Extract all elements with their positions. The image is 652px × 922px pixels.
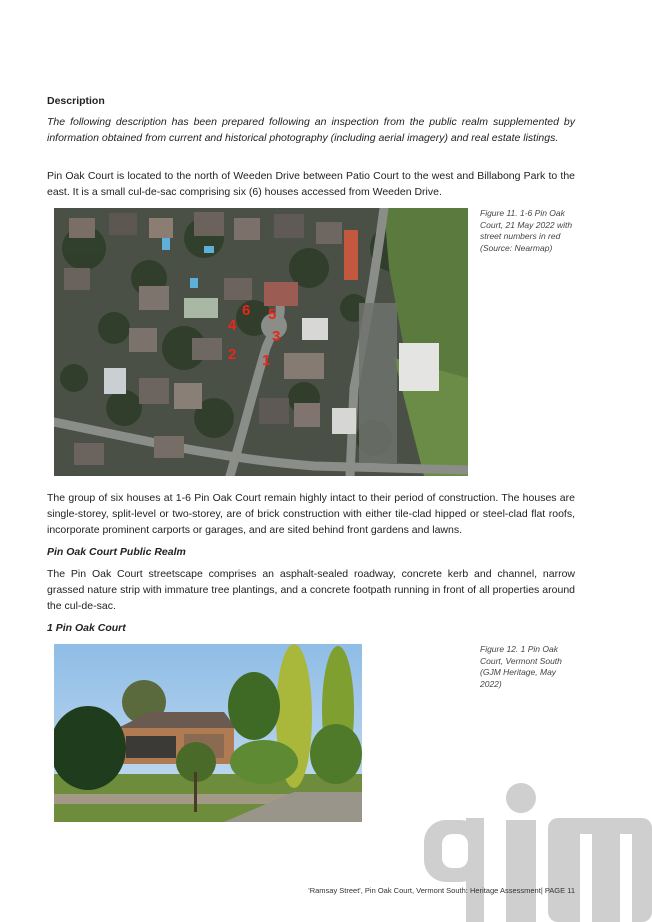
house-photo-image (54, 644, 362, 822)
street-number-4: 4 (228, 317, 237, 334)
aerial-map-image (54, 208, 468, 476)
street-number-1: 1 (262, 352, 271, 369)
figure-12-caption: Figure 12. 1 Pin Oak Court, Vermont South (GJM Heritage, May 2022) (480, 644, 562, 689)
street-number-6: 6 (242, 302, 251, 319)
description-heading: Description (47, 95, 105, 107)
figure-11-caption: Figure 11. 1-6 Pin Oak Court, 21 May 2022 with street numbers in red (Source: Nearmap) (480, 208, 573, 253)
street-number-3: 3 (272, 328, 281, 345)
public-realm-paragraph: The Pin Oak Court streetscape comprises an asphalt-sealed roadway, concrete kerb and channel, narrow grassed nature strip with immature tree plantings, and a concrete footpath running in front of all properties around the cul-de-sac. (47, 568, 575, 612)
gjm-logo-watermark (420, 770, 652, 922)
intro-paragraph: The following description has been prepared following an inspection from the public realm supplemented by information obtained from current and historical photography (including aerial imagery) and real estate listings. (47, 116, 575, 144)
page-footer: 'Ramsay Street', Pin Oak Court, Vermont South: Heritage Assessment| PAGE 11 (308, 886, 575, 895)
street-number-5: 5 (268, 306, 277, 323)
street-number-2: 2 (228, 346, 237, 363)
house-1-heading: 1 Pin Oak Court (47, 622, 126, 634)
public-realm-heading: Pin Oak Court Public Realm (47, 546, 186, 558)
location-paragraph: Pin Oak Court is located to the north of Weeden Drive between Patio Court to the west and Billabong Park to the east. It is a small cul-de-sac comprising six (6) houses accessed from Weeden Drive. (47, 170, 575, 198)
aerial-map-graphic (54, 208, 468, 476)
group-paragraph: The group of six houses at 1-6 Pin Oak Court remain highly intact to their period of construction. The houses are single-storey, split-level or two-storey, are of brick construction with either tile-clad hipped or steel-clad flat roofs, incorporate prominent carports or garages, and are sited behind front gardens and lawns. (47, 492, 575, 536)
house-photo-graphic (54, 644, 362, 822)
gjm-logo-icon (420, 770, 652, 922)
